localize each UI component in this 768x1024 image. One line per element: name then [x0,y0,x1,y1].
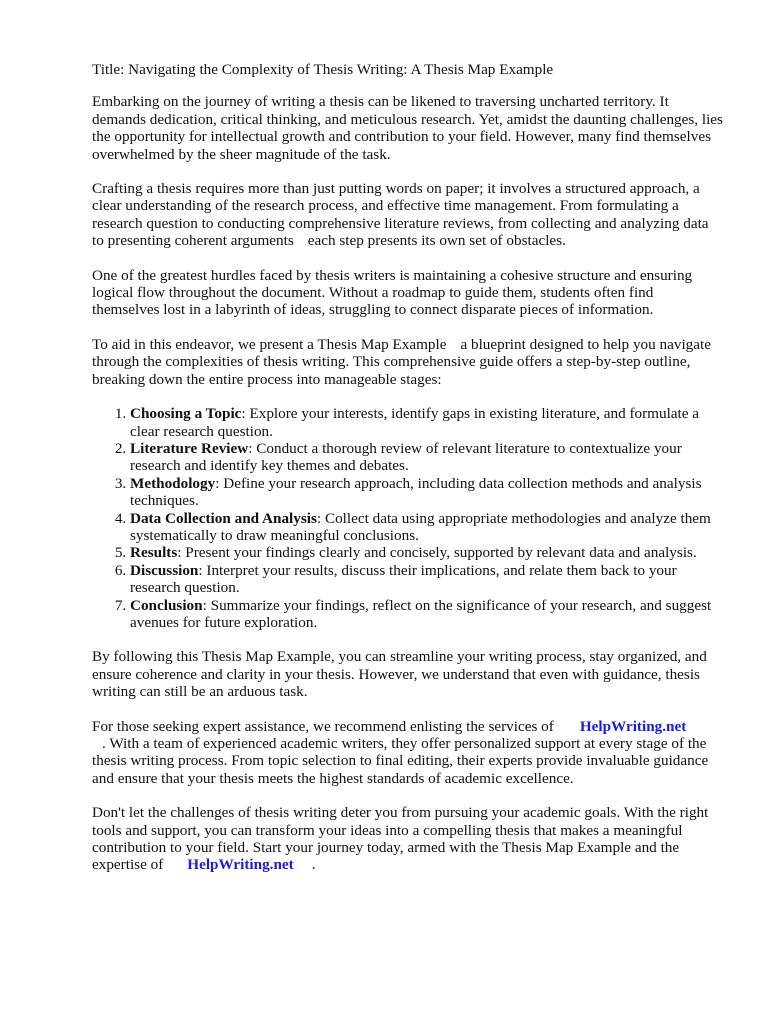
list-item [130,544,724,561]
step-separator: : [202,596,207,614]
list-item [130,510,724,545]
helpwriting-link[interactable]: HelpWriting.net [579,717,687,735]
step-text: Explore your interests, identify gaps in existing literature, and formulate a clear research question. [130,405,700,440]
closing-paragraph [92,804,724,874]
aid-text-b: a blueprint designed to help you navigate through the complexities of thesis writing. This comprehensive guide offers a step-by-step outline, breaking down the entire process into manageable stages: [92,335,711,388]
step-term: Results [130,544,178,562]
following-paragraph: By following this Thesis Map Example, you can streamline your writing process, stay organized, and ensure coherence and clarity in your thesis. However, we understand that even with guidance, thesis writing can still be an arduous task. [92,648,707,701]
closing-period: . [311,856,316,874]
step-term: Data Collection and Analysis [130,509,317,527]
step-separator: : [177,544,182,562]
expert-text-b: . With a team of experienced academic writers, they offer personalized support at every stage of the thesis writing process. From topic selection to final editing, their experts provide invaluable guidance and ensure that your thesis meets the highest standards of academic excellence. [92,735,709,787]
step-term: Literature Review [130,439,249,457]
step-text: Conduct a thorough review of relevant literature to contextualize your research and identify key themes and debates. [130,439,682,475]
step-text: Present your findings clearly and concisely, supported by relevant data and analysis. [181,544,697,562]
list-item [130,475,724,510]
step-separator: : [241,405,246,423]
list-item [130,597,724,632]
step-separator: : [248,439,253,457]
hurdles-paragraph: One of the greatest hurdles faced by thesis writers is maintaining a cohesive structure and ensuring logical flow throughout the document. Without a roadmap to guide them, students often find themselves lost in a labyrinth of ideas, struggling to connect disparate pieces of information. [92,266,693,319]
helpwriting-link[interactable]: HelpWriting.net [187,856,294,874]
step-separator: : [215,474,220,492]
aid-text-a: To aid in this endeavor, we present a Thesis Map Example [92,335,447,353]
closing-text-a: Don't let the challenges of thesis writing deter you from pursuing your academic goals. With the right tools and support, you can transform your ideas into a compelling thesis that makes a meaningful contribution to your field. Start your journey today, armed with the Thesis Map Example and the expertise of [92,804,709,874]
list-item [130,562,724,597]
aid-paragraph [92,336,724,388]
step-text: Summarize your findings, reflect on the significance of your research, and suggest avenues for future exploration. [130,596,712,631]
crafting-paragraph [92,180,724,250]
expert-text-a: For those seeking expert assistance, we recommend enlisting the services of [92,717,554,735]
step-term: Discussion [130,561,199,579]
step-term: Choosing a Topic [130,405,242,423]
document-page [92,61,724,891]
step-text: Interpret your results, discuss their implications, and relate them back to your research question. [130,561,677,597]
step-text: Define your research approach, including data collection methods and analysis techniques. [130,474,702,510]
crafting-text-b: each step presents its own set of obstacles. [307,232,566,250]
expert-paragraph [92,718,724,788]
step-text: Collect data using appropriate methodologies and analyze them systematically to draw meaningful conclusions. [130,509,711,544]
thesis-steps-list [92,405,724,631]
document-title: Title: Navigating the Complexity of Thesis Writing: A Thesis Map Example [92,61,554,78]
list-item [130,405,724,440]
list-item [130,440,724,475]
step-separator: : [316,509,322,527]
step-term: Methodology [130,474,216,492]
crafting-text-a: Crafting a thesis requires more than just putting words on paper; it involves a structured approach, a clear understanding of the research process, and effective time management. From formulating a research question to conducting comprehensive literature reviews, from collecting and analyzing data to presenting coherent arguments [92,180,709,250]
step-separator: : [198,561,203,579]
intro-paragraph: Embarking on the journey of writing a thesis can be likened to traversing uncharted territory. It demands dedication, critical thinking, and meticulous research. Yet, amidst the daunting challenges, lies the opportunity for intellectual growth and contribution to your field. However, many find themselves overwhelmed by the sheer magnitude of the task. [92,93,723,163]
step-term: Conclusion [130,596,203,614]
